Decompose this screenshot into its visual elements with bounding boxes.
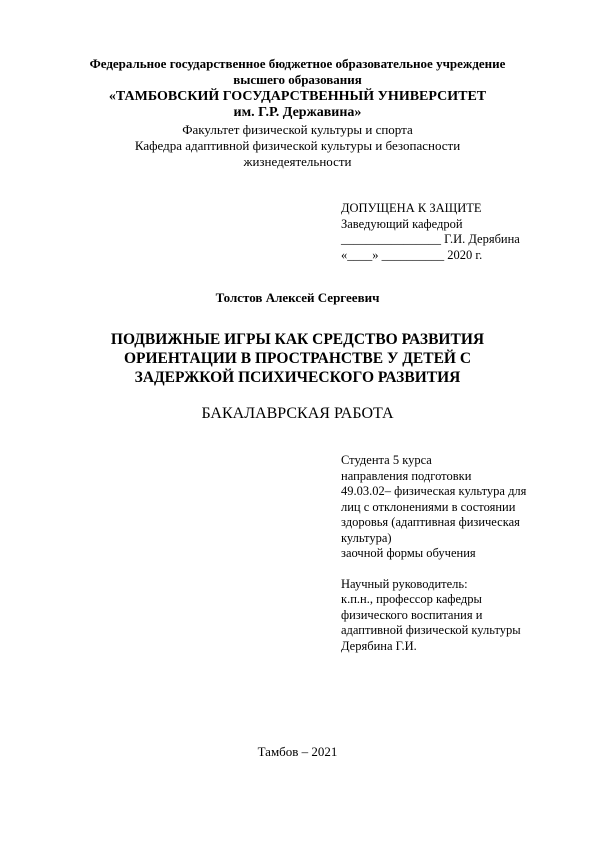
student-direction-cont-2: здоровья (адаптивная физическая — [341, 515, 520, 529]
student-direction-cont-1: лиц с отклонениями в состоянии — [341, 499, 516, 514]
institution-level: высшего образования — [233, 72, 362, 87]
student-direction-code: 49.03.02– физическая культура для — [341, 484, 527, 498]
work-type: БАКАЛАВРСКАЯ РАБОТА — [201, 405, 394, 422]
supervisor-name: Дерябина Г.И. — [341, 638, 417, 653]
faculty-name: Факультет физической культуры и спорта — [182, 122, 413, 137]
city-year: Тамбов – 2021 — [257, 744, 338, 759]
university-name: «ТАМБОВСКИЙ ГОСУДАРСТВЕННЫЙ УНИВЕРСИТЕТ — [108, 89, 487, 104]
university-name-cont: им. Г.Р. Державина» — [233, 105, 362, 120]
thesis-title-line-2: ОРИЕНТАЦИИ В ПРОСТРАНСТВЕ У ДЕТЕЙ С — [123, 350, 472, 367]
supervisor-position: к.п.н., профессор кафедры — [341, 592, 482, 606]
approval-block — [341, 201, 520, 263]
supervisor-label: Научный руководитель: — [341, 576, 468, 591]
student-block — [341, 453, 526, 654]
student-direction-cont-3: культура) — [341, 530, 392, 545]
institution-type: Федеральное государственное бюджетное образовательное учреждение — [89, 56, 506, 71]
thesis-title-line-1: ПОДВИЖНЫЕ ИГРЫ КАК СРЕДСТВО РАЗВИТИЯ — [110, 331, 485, 348]
student-direction: направления подготовки — [341, 468, 472, 483]
approval-date-line: «____» __________ 2020 г. — [341, 247, 483, 262]
spacer — [341, 562, 526, 577]
author-name: Толстов Алексей Сергеевич — [215, 290, 380, 305]
student-course: Студента 5 курса — [341, 453, 432, 467]
approval-role: Заведующий кафедрой — [341, 216, 463, 231]
student-study-form: заочной формы обучения — [341, 546, 476, 560]
approval-signature-line: ________________ Г.И. Дерябина — [341, 232, 520, 246]
thesis-title-line-3: ЗАДЕРЖКОЙ ПСИХИЧЕСКОГО РАЗВИТИЯ — [134, 369, 461, 386]
department-name-cont: жизнедеятельности — [243, 154, 352, 169]
department-name: Кафедра адаптивной физической культуры и безопасности — [134, 138, 461, 153]
supervisor-position-cont-2: адаптивной физической культуры — [341, 623, 521, 637]
supervisor-position-cont-1: физического воспитания и — [341, 607, 483, 622]
approval-title: ДОПУЩЕНА К ЗАЩИТЕ — [341, 201, 482, 215]
